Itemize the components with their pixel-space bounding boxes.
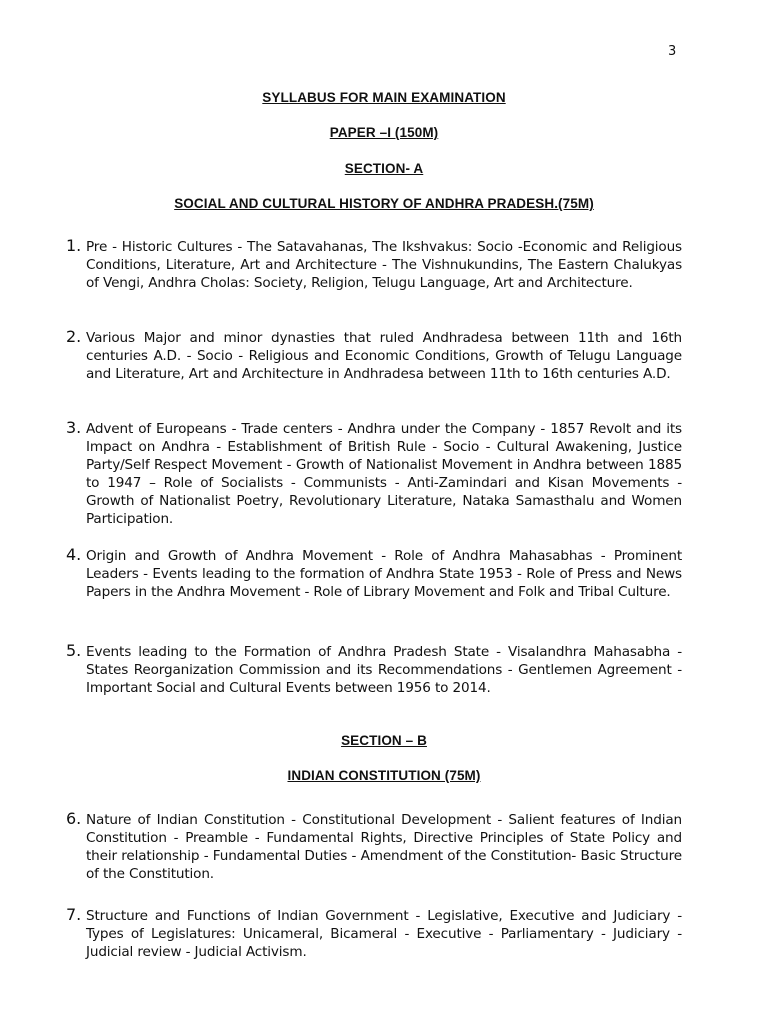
- item-number: 3.: [66, 418, 82, 437]
- item-text: Origin and Growth of Andhra Movement - Role of Andhra Mahasabhas - Prominent Leaders - Events leading to the formation of Andhra State 1953 - Role of Press and News Papers in the Andhra Movement - Role of Library Movement and Folk and Tribal Culture.: [86, 548, 682, 600]
- syllabus-item-4: [66, 547, 682, 601]
- syllabus-title: SYLLABUS FOR MAIN EXAMINATION: [262, 90, 506, 105]
- item-number: 1.: [66, 236, 82, 255]
- item-number: 6.: [66, 809, 82, 828]
- item-text: Advent of Europeans - Trade centers - Andhra under the Company - 1857 Revolt and its Impact on Andhra - Establishment of British Rule - Socio - Cultural Awakening, Justice Party/Self Respect Movement - Growth of Nationalist Movement in Andhra between 1885 to 1947 – Role of Socialists - Communists - Anti-Zamindari and Kisan Movements - Growth of Nationalist Poetry, Revolutionary Literature, Nataka Samasthalu and Women Participation.: [86, 421, 682, 527]
- section-b-topic: INDIAN CONSTITUTION (75M): [287, 768, 481, 783]
- syllabus-item-6: [66, 811, 682, 883]
- syllabus-item-5: [66, 643, 682, 697]
- syllabus-item-7: [66, 907, 682, 961]
- item-text: Various Major and minor dynasties that ruled Andhradesa between 11th and 16th centuries A.D. - Socio - Religious and Economic Conditions, Growth of Telugu Language and Literature, Art and Architecture in Andhradesa between 11th to 16th centuries A.D.: [86, 330, 682, 382]
- item-text: Structure and Functions of Indian Government - Legislative, Executive and Judiciary - Types of Legislatures: Unicameral, Bicameral - Executive - Parliamentary - Judiciary - Judicial review - Judicial Activism.: [86, 908, 682, 960]
- section-a-topic: SOCIAL AND CULTURAL HISTORY OF ANDHRA PRADESH.(75M): [174, 196, 594, 211]
- item-number: 7.: [66, 905, 82, 924]
- item-number: 2.: [66, 327, 82, 346]
- page-number: 3: [668, 44, 677, 59]
- syllabus-item-3: [66, 420, 682, 528]
- item-number: 4.: [66, 545, 82, 564]
- item-text: Nature of Indian Constitution - Constitutional Development - Salient features of Indian Constitution - Preamble - Fundamental Rights, Directive Principles of State Policy and their relationship - Fundamental Duties - Amendment of the Constitution- Basic Structure of the Constitution.: [86, 812, 682, 882]
- section-b-heading: SECTION – B: [341, 733, 427, 748]
- syllabus-item-2: [66, 329, 682, 383]
- item-text: Pre - Historic Cultures - The Satavahanas, The Ikshvakus: Socio -Economic and Religious Conditions, Literature, Art and Architecture - The Vishnukundins, The Eastern Chalukyas of Vengi, Andhra Cholas: Society, Religion, Telugu Language, Art and Architecture.: [86, 239, 682, 291]
- item-number: 5.: [66, 641, 82, 660]
- paper-heading: PAPER –I (150M): [329, 125, 439, 140]
- section-a-heading: SECTION- A: [344, 161, 424, 176]
- item-text: Events leading to the Formation of Andhra Pradesh State - Visalandhra Mahasabha - States Reorganization Commission and its Recommendations - Gentlemen Agreement - Important Social and Cultural Events between 1956 to 2014.: [86, 644, 682, 696]
- syllabus-item-1: [66, 238, 682, 292]
